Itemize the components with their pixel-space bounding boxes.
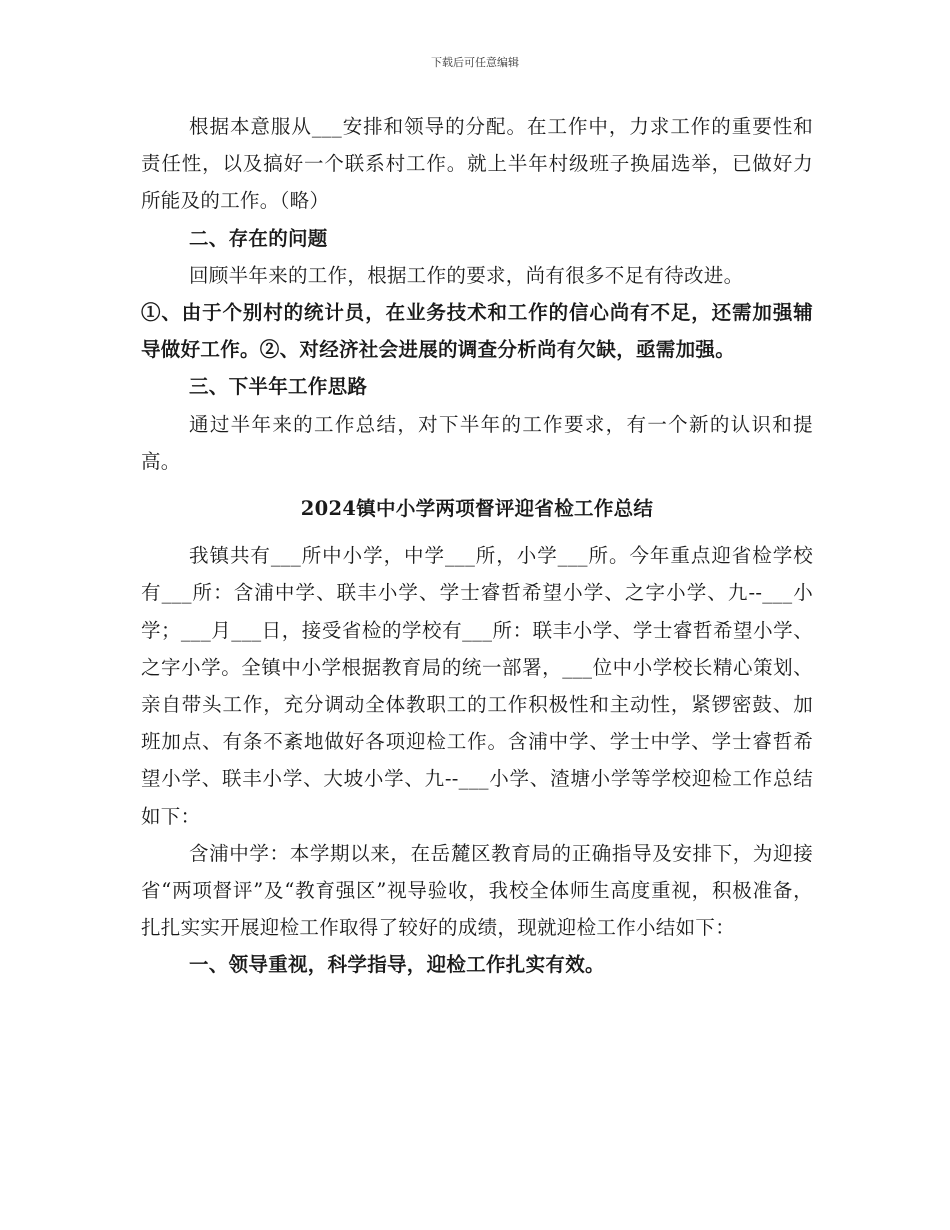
- document-title: 2024镇中小学两项督评迎省检工作总结: [300, 497, 654, 521]
- document-body: [141, 108, 813, 984]
- heading-second-half-plan: 三、下半年工作思路: [189, 375, 368, 399]
- paragraph-town-schools: 我镇共有___所中小学，中学___所，小学___所。今年重点迎省检学校有___所：含浦中学、联丰小学、学士睿哲希望小学、之字小学、九--___小学；___月___日，接受省检的学校有___所：联丰小学、学士睿哲希望小学、之字小学。全镇中小学根据教育局的统一部署，___位中小学校长精心策划、亲自带头工作，充分调动全体教职工的工作积极性和主动性，紧锣密鼓、加班加点、有条不紊地做好各项迎检工作。含浦中学、学士中学、学士睿哲希望小学、联丰小学、大坡小学、九--___小学、渣塘小学等学校迎检工作总结如下：: [141, 544, 813, 828]
- paragraph-review: 回顾半年来的工作，根据工作的要求，尚有很多不足有待改进。: [189, 263, 744, 287]
- paragraph-hanpu-school: 含浦中学：本学期以来，在岳麓区教育局的正确指导及安排下，为迎接省“两项督评”及“教育强区”视导验收，我校全体师生高度重视，积极准备，扎扎实实开展迎检工作取得了较好的成绩，现就迎检工作小结如下：: [141, 841, 813, 940]
- paragraph-assignment: 根据本意服从___安排和领导的分配。在工作中，力求工作的重要性和责任性，以及搞好一个联系村工作。就上半年村级班子换届选举，已做好力所能及的工作。（略）: [141, 115, 813, 213]
- page-header-note: 下载后可任意编辑: [431, 56, 519, 69]
- heading-leadership: 一、领导重视，科学指导，迎检工作扎实有效。: [189, 953, 605, 977]
- heading-existing-problems: 二、存在的问题: [189, 226, 328, 250]
- paragraph-summary: 通过半年来的工作总结，对下半年的工作要求，有一个新的认识和提高。: [141, 412, 813, 473]
- paragraph-problems-list: ①、由于个别村的统计员，在业务技术和工作的信心尚有不足，还需加强辅导做好工作。②、对经济社会进展的调查分析尚有欠缺，亟需加强。: [141, 301, 813, 362]
